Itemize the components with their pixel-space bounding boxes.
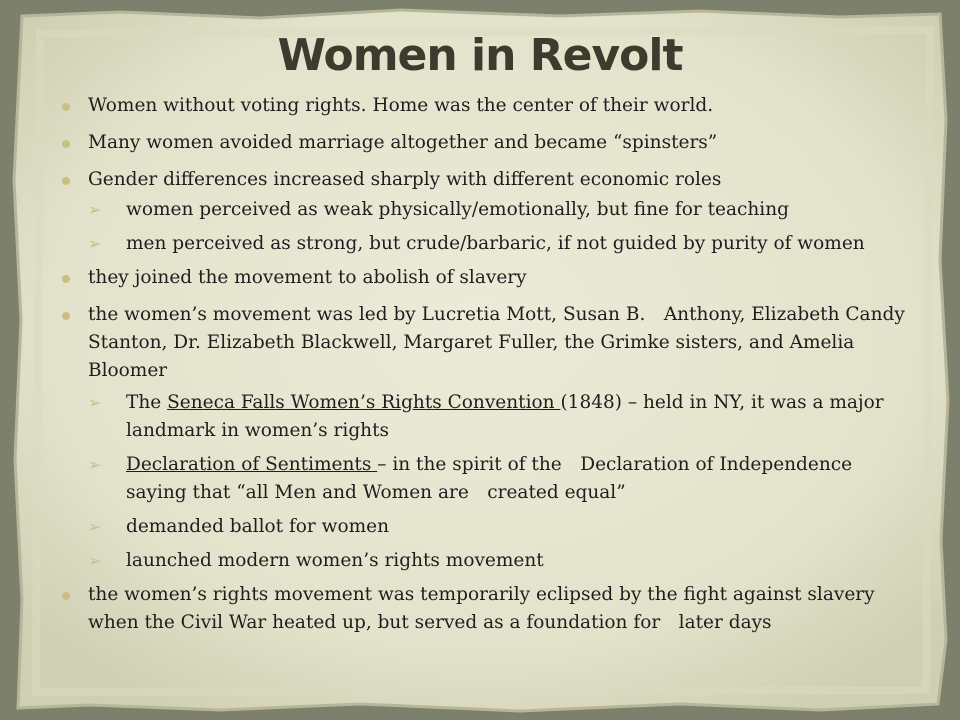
bullet-text: Gender differences increased sharply with different economic roles xyxy=(88,169,722,190)
arrow-bullet-icon: ➢ xyxy=(88,455,102,474)
sub-bullet-text: launched modern women’s rights movement xyxy=(126,550,544,571)
bullet-item xyxy=(62,301,914,385)
bullet-item xyxy=(62,166,914,194)
slide-title: Women in Revolt xyxy=(277,30,683,81)
bullet-item xyxy=(62,264,914,292)
sub-bullet-item xyxy=(62,230,914,258)
sub-bullet-item xyxy=(62,547,914,575)
sub-bullet-item xyxy=(62,389,914,445)
sub-bullet-item xyxy=(62,451,914,507)
bullet-item xyxy=(62,129,914,157)
sub-bullet-text: demanded ballot for women xyxy=(126,516,390,537)
bullet-text: the women’s rights movement was temporarily eclipsed by the fight against slavery when the Civil War heated up, but served as a foundation for later days xyxy=(88,584,875,633)
bullet-item xyxy=(62,581,914,637)
sub-bullet-text: women perceived as weak physically/emotionally, but fine for teaching xyxy=(126,199,789,220)
sub-bullet-item xyxy=(62,196,914,224)
bullet-text: the women’s movement was led by Lucretia Mott, Susan B. Anthony, Elizabeth Candy Stanton, Dr. Elizabeth Blackwell, Margaret Fuller, the Grimke sisters, and Amelia Bloomer xyxy=(88,304,905,381)
arrow-bullet-icon: ➢ xyxy=(88,551,102,570)
arrow-bullet-icon: ➢ xyxy=(88,234,102,253)
arrow-bullet-icon: ➢ xyxy=(88,393,102,412)
bullet-item xyxy=(62,92,914,120)
convention-link-text: Seneca Falls Women’s Rights Convention xyxy=(167,392,561,413)
bullet-text: Women without voting rights. Home was the center of their world. xyxy=(88,95,714,116)
sub-bullet-text: men perceived as strong, but crude/barbaric, if not guided by purity of women xyxy=(126,233,865,254)
sub-bullet-suffix: (1848) – held in NY, it was a major landmark in women’s rights xyxy=(126,392,884,441)
sub-bullet-suffix: – in the spirit of the Declaration of Independence saying that “all Men and Women are created equal” xyxy=(126,454,853,503)
bullet-list xyxy=(62,92,914,646)
bullet-text: they joined the movement to abolish of slavery xyxy=(88,267,527,288)
bullet-text: Many women avoided marriage altogether and became “spinsters” xyxy=(88,132,718,153)
sub-bullet-prefix: The xyxy=(126,392,168,413)
arrow-bullet-icon: ➢ xyxy=(88,517,102,536)
sub-bullet-item xyxy=(62,513,914,541)
arrow-bullet-icon: ➢ xyxy=(88,200,102,219)
declaration-link-text: Declaration of Sentiments xyxy=(126,454,378,475)
